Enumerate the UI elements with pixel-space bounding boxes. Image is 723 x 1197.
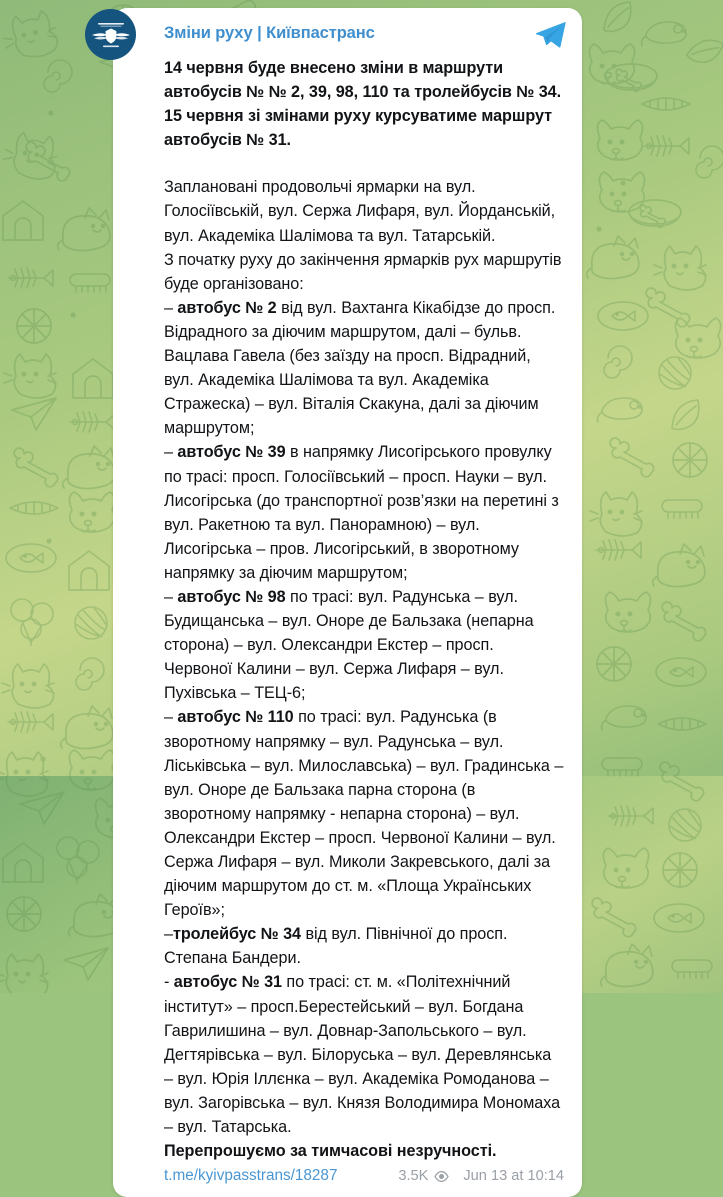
bus-2-label: автобус № 2 [177, 298, 277, 317]
post-meta [398, 1168, 564, 1184]
bus-2-dash: – [164, 298, 178, 317]
bus-39-label: автобус № 39 [177, 443, 286, 462]
paragraph-intro [164, 56, 564, 152]
post-permalink[interactable]: t.me/kyivpasstrans/18287 [164, 1167, 338, 1185]
trolleybus-34-label: тролейбус № 34 [172, 925, 302, 944]
bus-31-dash: - [164, 973, 174, 992]
bus-98-dash: – [164, 587, 178, 606]
telegram-post-card [113, 8, 582, 1197]
view-count: 3.5K [398, 1168, 429, 1185]
paragraph-bus-31 [164, 970, 564, 1139]
paragraph-bus-39 [164, 440, 564, 585]
bus-98-label: автобус № 98 [177, 587, 286, 606]
bus-110-label: автобус № 110 [177, 708, 294, 727]
paragraph-organization: З початку руху до закінчення ярмарків рух маршрутів буде організовано: [164, 250, 562, 293]
paragraph-bus-98 [164, 585, 564, 705]
channel-title[interactable]: Зміни руху | Київпастранс [164, 24, 375, 42]
paragraph-trolleybus-34 [164, 922, 564, 970]
bus-110-route: по трасі: вул. Радунська (в зворотному напрямку – вул. Радунська – вул. Ліськівська – вул. Милославська) – вул. Градинська – вул. Оноре де Бальзака парна сторона (в зворотному напрямку - непарна сторона) – вул. Олександри Екстер – просп. Червоної Калини – вул. Сержа Лифаря – вул. Миколи Закревського, далі за діючим маршрутом до ст. м. «Площа Українських Героїв»; [164, 708, 564, 920]
paragraph-bus-110 [164, 705, 564, 922]
paragraph-bus-2 [164, 296, 564, 441]
bus-98-route: по трасі: вул. Радунська – вул. Будищанська – вул. Оноре де Бальзака (непарна сторона) – вул. Олександри Екстер – просп. Червоної Калини – вул. Сержа Лифаря – вул. Пухівська – ТЕЦ-6; [164, 587, 534, 703]
post-header [131, 22, 564, 53]
bus-39-route: в напрямку Лисогірського провулку по трасі: просп. Голосіївський – просп. Науки – вул. Лисогірська (до транспортної розв’язки на перетині з вул. Ракетною та вул. Панорамною) – вул. Лисогірська – пров. Лисогірський, в зворотному напрямку за діючим маршрутом; [164, 443, 559, 582]
bus-110-dash: – [164, 708, 178, 727]
bus-39-dash: – [164, 443, 178, 462]
avatar[interactable] [85, 9, 136, 60]
post-footer [131, 1167, 564, 1185]
bus-31-route: по трасі: ст. м. «Політехнічний інститут» – просп.Берестейський – вул. Богдана Гаврилишина – вул. Довнар-Запольського – вул. Дегтярівська – вул. Білоруська – вул. Деревлянська – вул. Юрія Іллєнка – вул. Академіка Ромоданова – вул. Загорівська – вул. Князя Володимира Мономаха – вул. Татарська. [164, 973, 561, 1137]
telegram-paper-plane-icon[interactable] [535, 21, 566, 53]
intro-line-1: 14 червня буде внесено зміни в маршрути автобусів № № 2, 39, 98, 110 та тролейбусів № 34. [164, 59, 562, 102]
bus-2-route: від вул. Вахтанга Кікабідзе до просп. Відрадного за діючим маршрутом, далі – бульв. Вацлава Гавела (без заїзду на просп. Відрадний, вул. Академіка Шалімова та вул. Академіка Стражеска) – вул. Віталія Скакуна, далі за діючим маршрутом; [164, 298, 556, 438]
trolleybus-34-dash: – [164, 925, 173, 944]
intro-line-2: 15 червня зі змінами руху курсуватиме маршрут автобусів № 31. [164, 107, 552, 150]
paragraph-fairs: Заплановані продовольчі ярмарки на вул. Голосіївській, вул. Сержа Лифаря, вул. Йорданській, вул. Академіка Шалімова та вул. Татарській. [164, 178, 556, 245]
closing-apology: Перепрошуємо за тимчасові незручності. [164, 1142, 497, 1161]
trolleybus-34-route: від вул. Північної до просп. Степана Бандери. [164, 925, 508, 968]
kyivpastrans-winged-emblem-icon [89, 13, 133, 57]
post-text-body [131, 56, 564, 1163]
post-timestamp: Jun 13 at 10:14 [463, 1168, 564, 1185]
bus-31-label: автобус № 31 [173, 973, 282, 992]
eye-icon [434, 1171, 449, 1182]
